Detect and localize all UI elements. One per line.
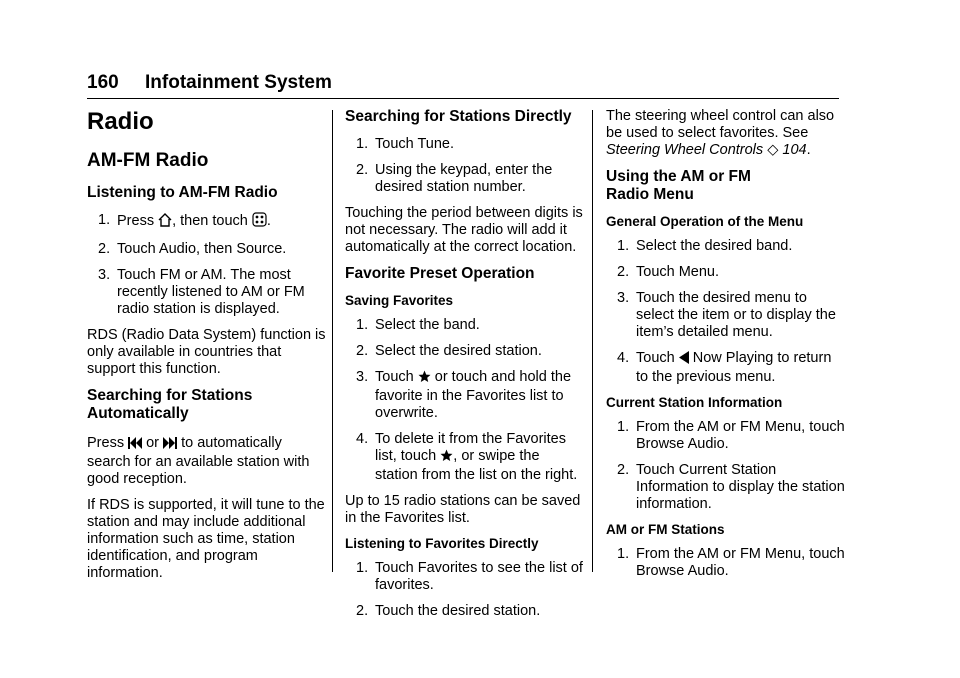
page-number: 160 — [87, 72, 119, 93]
upto-paragraph: Up to 15 radio stations can be saved in the Favorites list. — [345, 493, 581, 526]
page-header — [87, 70, 839, 99]
audio-app-icon — [252, 212, 267, 232]
list-item: 2. Using the keypad, enter the desired station number. — [356, 162, 553, 195]
current-steps — [606, 419, 846, 513]
list-item: 2. Touch Current Station Information to display the station information. — [617, 462, 845, 512]
heading-am-fm-stations: AM or FM Stations — [606, 522, 725, 537]
section-title: Infotainment System — [145, 72, 332, 93]
list-item: 1. From the AM or FM Menu, touch Browse Audio. — [617, 419, 845, 452]
column-divider-1 — [332, 110, 333, 572]
page-ref[interactable]: 104 — [782, 142, 807, 158]
subsection-heading-am-fm: AM-FM Radio — [87, 150, 209, 171]
star-icon — [440, 449, 453, 467]
list-item: 2. Touch Audio, then Source. — [98, 241, 287, 257]
star-icon — [418, 370, 431, 388]
heading-auto-search: Searching for Stations Automatically — [87, 387, 253, 422]
heading-saving-favorites: Saving Favorites — [345, 293, 454, 308]
list-item: 1. Select the band. — [356, 317, 480, 333]
back-arrow-icon — [679, 351, 689, 369]
steering-controls-link[interactable]: Steering Wheel Controls — [606, 142, 764, 158]
seek-forward-icon — [163, 437, 177, 454]
heading-direct-search: Searching for Stations Directly — [345, 108, 572, 125]
list-item: 1. From the AM or FM Menu, touch Browse Audio. — [617, 546, 845, 579]
heading-radio-menu: Using the AM or FM Radio Menu — [606, 168, 751, 203]
seek-back-icon — [128, 437, 142, 454]
list-item: 2. Touch the desired station. — [356, 603, 541, 619]
heading-current-station: Current Station Information — [606, 395, 783, 410]
list-item: 1. Touch Tune. — [356, 136, 454, 152]
list-item: 4. Touch Now Playing to return to the previous menu. — [617, 350, 832, 385]
section-heading-radio: Radio — [87, 108, 154, 135]
auto-search-paragraph: Press or to automatically search for an available station with good reception. — [87, 435, 310, 487]
listening-steps — [87, 212, 327, 318]
rds-paragraph: RDS (Radio Data System) function is only available in countries that support this function. — [87, 327, 326, 377]
listen-favorites-steps — [345, 560, 585, 620]
digits-paragraph: Touching the period between digits is not necessary. The radio will add it automatically at the correct location. — [345, 205, 583, 255]
heading-listening-favorites: Listening to Favorites Directly — [345, 536, 539, 551]
list-item: 3. Touch or touch and hold the favorite in the Favorites list to overwrite. — [356, 369, 572, 421]
home-icon — [158, 213, 172, 232]
list-item: 3. Touch FM or AM. The most recently listened to AM or FM radio station is displayed. — [98, 267, 305, 317]
column-2 — [345, 108, 585, 629]
list-item: 4. To delete it from the Favorites list, touch , or swipe the station from the list on the right. — [356, 431, 578, 483]
column-3 — [606, 108, 846, 589]
list-item: 1. Press , then touch . — [87, 212, 327, 232]
direct-steps — [345, 136, 585, 196]
saving-steps — [345, 317, 585, 484]
list-item: 1. Touch Favorites to see the list of favorites. — [356, 560, 583, 593]
rds-tune-paragraph: If RDS is supported, it will tune to the station and may include additional information such as time, station identification, and program information. — [87, 497, 325, 581]
list-item: 3. Touch the desired menu to select the item or to display the item’s detailed menu. — [617, 290, 836, 340]
amfm-steps — [606, 546, 846, 580]
general-steps — [606, 238, 846, 386]
column-1 — [87, 108, 327, 591]
heading-general-operation: General Operation of the Menu — [606, 214, 804, 229]
column-divider-2 — [592, 110, 593, 572]
list-item: 2. Touch Menu. — [617, 264, 720, 280]
heading-listening: Listening to AM-FM Radio — [87, 184, 278, 201]
steering-paragraph: The steering wheel control can also be used to select favorites. See Steering Wheel Controls ◇ 104. — [606, 108, 835, 158]
heading-favorite-preset: Favorite Preset Operation — [345, 265, 535, 282]
page-ref-icon: ◇ — [767, 142, 779, 158]
list-item: 1. Select the desired band. — [617, 238, 793, 254]
list-item: 2. Select the desired station. — [356, 343, 542, 359]
